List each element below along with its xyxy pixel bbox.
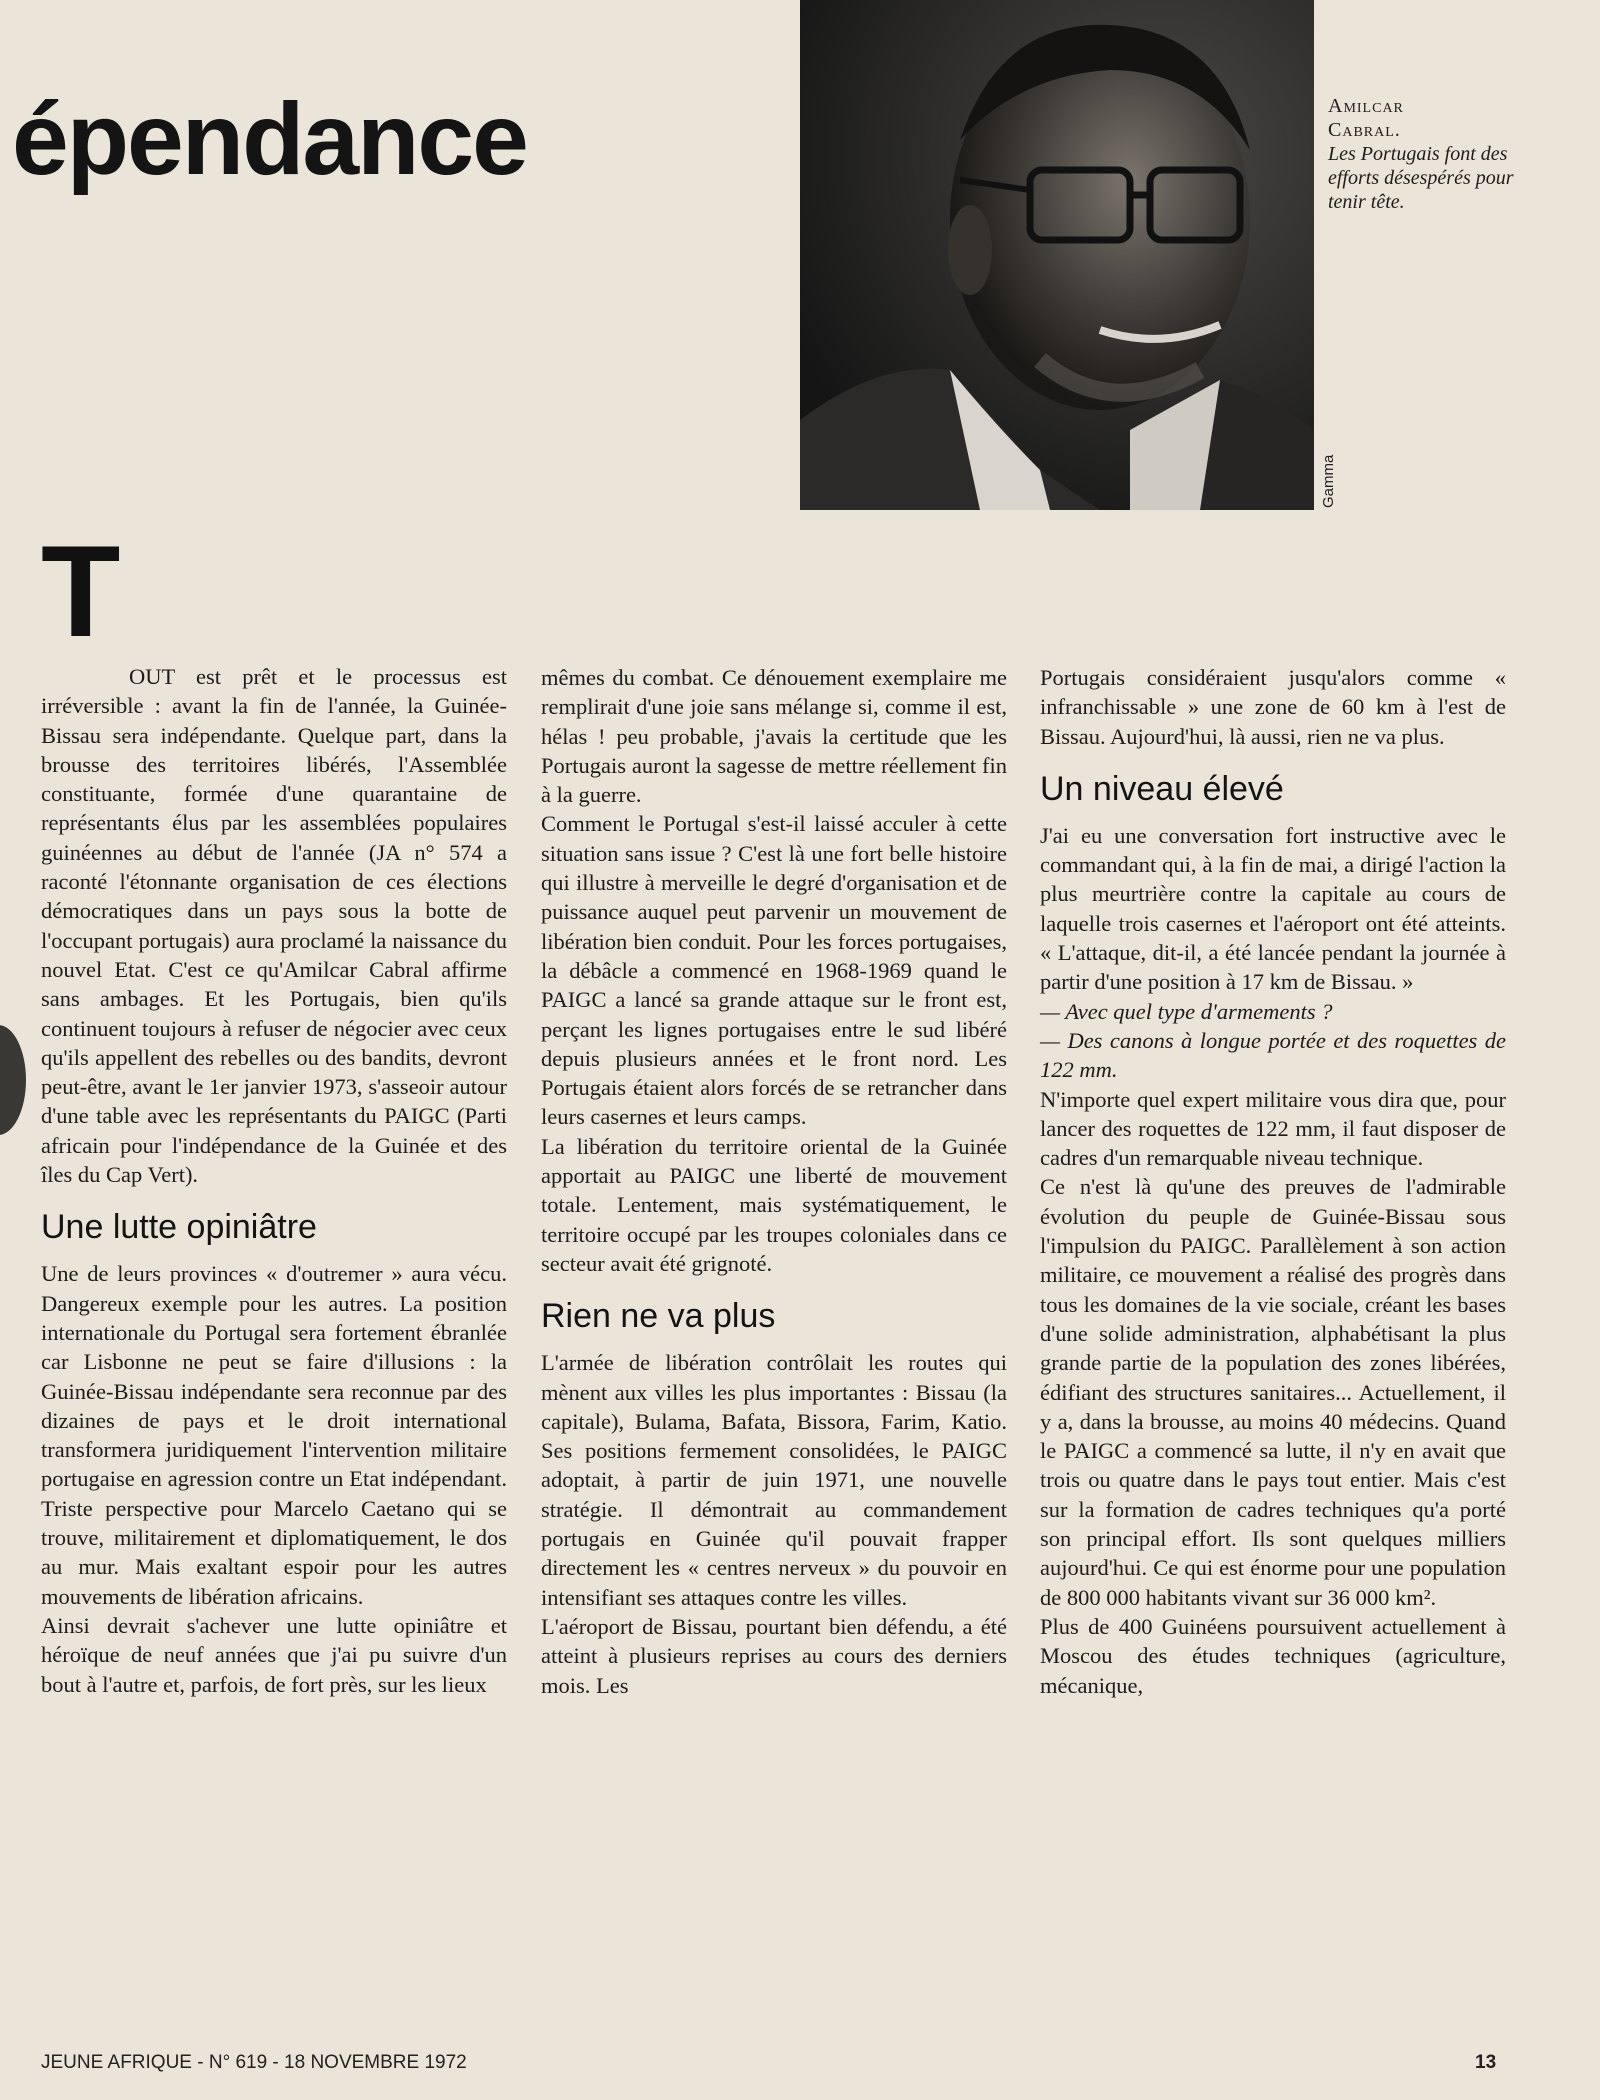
paragraph: mêmes du combat. Ce dénouement exemplaire me remplirait d'une joie sans mélange si, comme il est, hélas ! peu probable, j'avais la certitude que les Portugais auront la sagesse de mettre réellement fin à la guerre. (541, 665, 1007, 808)
paragraph: N'importe quel expert militaire vous dira que, pour lancer des roquettes de 122 mm, il faut disposer de cadres d'un remarquable niveau technique. (1040, 1086, 1506, 1171)
interview-question: — Avec quel type d'armements ? (1040, 998, 1333, 1024)
paragraph: L'armée de libération contrôlait les routes qui mènent aux villes les plus importantes : Bissau (la capitale), Bulama, Bafata, Bissora, Farim, Katio. Ses positions fermement consolidées, le PAIGC adoptait, à partir de juin 1971, une nouvelle stratégie. Il démontrait au commandement portugais en Guinée qu'il pouvait frapper directement les « centres nerveux » du pouvoir en intensifiant ses attaques contre les villes. (541, 1350, 1007, 1610)
paragraph: Une de leurs provinces « d'outremer » aura vécu. Dangereux exemple pour les autres. La position internationale du Portugal sera fortement ébranlée car Lisbonne ne peut se faire d'illusions : la Guinée-Bissau indépendante sera reconnue par des dizaines de pays et le droit international transformera juridiquement l'intervention militaire portugaise en agression contre un Etat indépendant. Triste perspective pour Marcelo Caetano qui se trouve, militairement et diplomatiquement, le dos au mur. Mais exaltant espoir pour les autres mouvements de libération africains. (41, 1261, 507, 1609)
article-column-3 (1040, 663, 1506, 1700)
section-heading: Rien ne va plus (541, 1297, 776, 1336)
paragraph: J'ai eu une conversation fort instructive avec le commandant qui, à la fin de mai, a dirigé l'action la plus meurtrière contre la capitale au cours de laquelle trois casernes et l'aéroport ont été atteints. « L'attaque, dit-il, a été lancée pendant la journée à partir d'une position à 17 km de Bissau. » (1040, 822, 1506, 995)
section-heading: Une lutte opiniâtre (41, 1208, 317, 1247)
caption-name-line2: Cabral. (1328, 119, 1401, 141)
photo-caption (1328, 94, 1538, 214)
caption-text: Les Portugais font des efforts désespérés pour tenir tête. (1328, 143, 1514, 213)
portrait-image (800, 0, 1314, 510)
paragraph: Portugais considéraient jusqu'alors comme « infranchissable » une zone de 60 km à l'est de Bissau. Aujourd'hui, là aussi, rien ne va plus. (1040, 665, 1506, 749)
paragraph: Ainsi devrait s'achever une lutte opiniâtre et héroïque de neuf années que j'ai pu suivre d'un bout à l'autre et, parfois, de fort près, sur les lieux (41, 1612, 507, 1697)
drop-cap: T (41, 518, 121, 664)
page-edge-shadow (0, 1025, 26, 1135)
paragraph: Plus de 400 Guinéens poursuivent actuellement à Moscou des études techniques (agriculture, mécanique, (1040, 1613, 1506, 1698)
portrait-photo (800, 0, 1314, 510)
paragraph: L'aéroport de Bissau, pourtant bien défendu, a été atteint à plusieurs reprises au cours des derniers mois. Les (541, 1613, 1007, 1698)
footer-publication: JEUNE AFRIQUE - N° 619 - 18 NOVEMBRE 1972 (41, 2052, 467, 2073)
caption-name-line1: Amilcar (1328, 95, 1404, 117)
article-column-1 (41, 518, 507, 1699)
section-heading: Un niveau élevé (1040, 769, 1284, 808)
headline: épendance (12, 82, 527, 196)
paragraph: La libération du territoire oriental de la Guinée apportait au PAIGC une liberté de mouvement totale. Lentement, mais systématiquement, le territoire occupé par les troupes coloniales dans ce secteur avait été grignoté. (541, 1133, 1007, 1276)
paragraph: Comment le Portugal s'est-il laissé acculer à cette situation sans issue ? C'est là une fort belle histoire qui illustre à merveille le degré d'organisation et de puissance auquel peut parvenir un mouvement de libération bien conduit. Pour les forces portugaises, la débâcle a commencé en 1968-1969 quand le PAIGC a lancé sa grande attaque sur le front est, perçant les lignes portugaises entre le sud libéré depuis plusieurs années et le front nord. Les Portugais étaient alors forcés de se retrancher dans leurs casernes et leurs camps. (541, 811, 1007, 1130)
paragraph: OUT est prêt et le processus est irréversible : avant la fin de l'année, la Guinée-Bissau sera indépendante. Quelque part, dans la brousse des territoires libérés, l'Assemblée constituante, formée d'une quarantaine de représentants élus par les assemblées populaires guinéennes au début de l'année (JA n° 574 a raconté l'étonnante organisation de ces élections démocratiques dans un pays sous la botte de l'occupant portugais) aura proclamé la naissance du nouvel Etat. C'est ce qu'Amilcar Cabral affirme sans ambages. Et les Portugais, bien qu'ils continuent toujours à refuser de négocier avec ceux qu'ils appellent des rebelles ou des bandits, devront peut-être, avant le 1er janvier 1973, s'asseoir autour d'une table avec les représentants du PAIGC (Parti africain pour l'indépendance de la Guinée et des îles du Cap Vert). (41, 664, 507, 1188)
photo-credit: Gamma (1320, 454, 1337, 508)
article-column-2 (541, 663, 1007, 1700)
interview-answer: — Des canons à longue portée et des roquettes de 122 mm. (1040, 1027, 1506, 1083)
page-number: 13 (1475, 2052, 1497, 2073)
paragraph: Ce n'est là qu'une des preuves de l'admirable évolution du peuple de Guinée-Bissau sous l'impulsion du PAIGC. Parallèlement à son action militaire, ce mouvement a réalisé des progrès dans tous les domaines de la vie sociale, créant les bases d'une solide administration, alphabétisant la plus grande partie de la population des zones libérées, édifiant des structures sanitaires... Actuellement, il y a, dans la brousse, au moins 40 médecins. Quand le PAIGC a commencé sa lutte, il n'y en avait que trois ou quatre dans le pays tout entier. Mais c'est sur la formation de cadres techniques qu'a porté son principal effort. Ils sont quelques milliers aujourd'hui. Ce qui est énorme pour une population de 800 000 habitants vivant sur 36 000 km². (1040, 1174, 1506, 1610)
